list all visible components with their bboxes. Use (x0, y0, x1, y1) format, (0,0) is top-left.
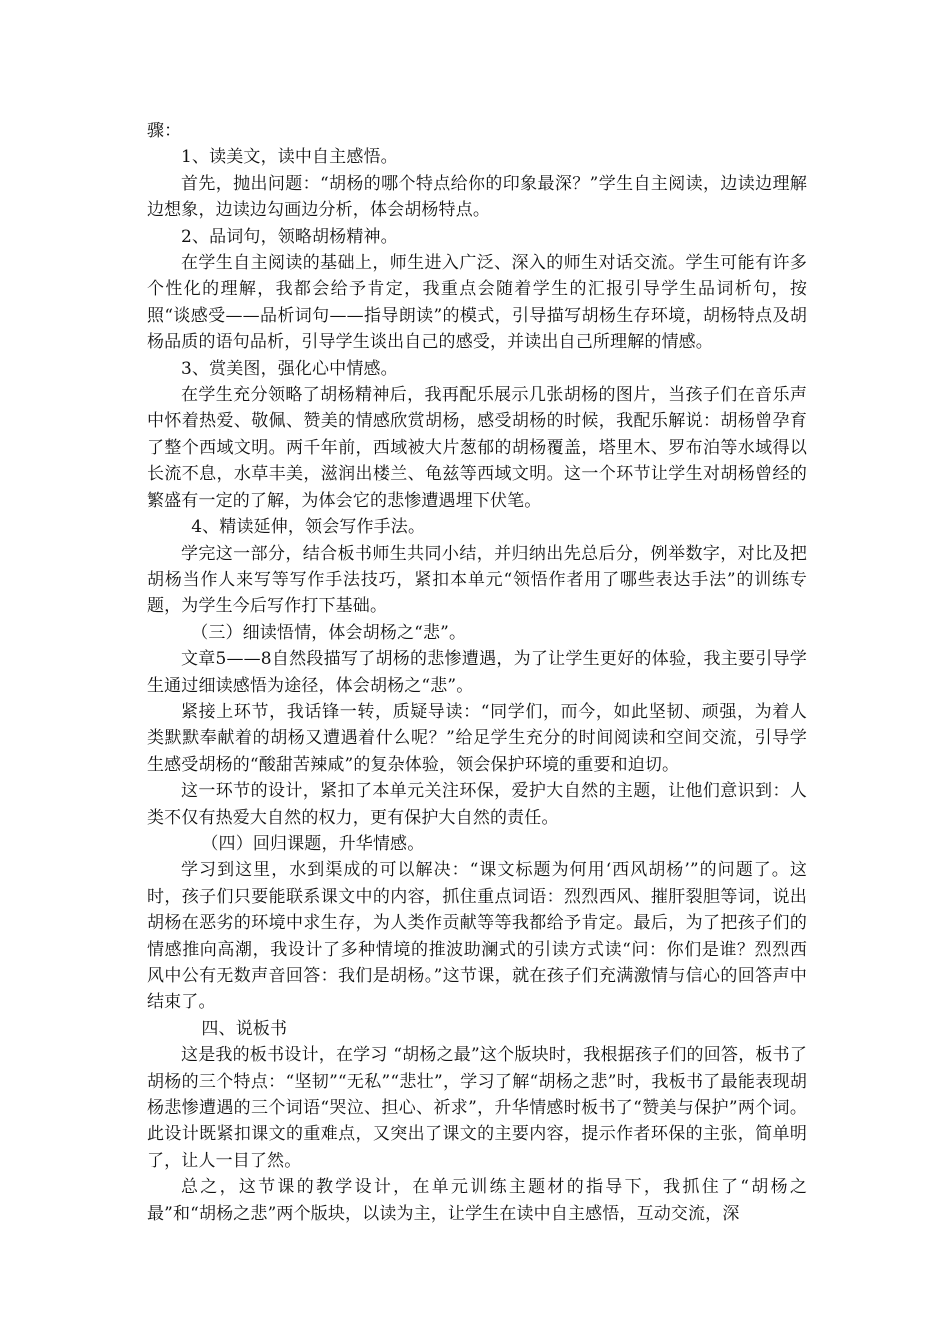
body-paragraph: 文章5——8自然段描写了胡杨的悲惨遭遇，为了让学生更好的体验，我主要引导学生通过细读感悟为途径，体会胡杨之“悲”。 (147, 649, 807, 696)
body-paragraph: 在学生充分领略了胡杨精神后，我再配乐展示几张胡杨的图片，当孩子们在音乐声中怀着热爱、敬佩、赞美的情感欣赏胡杨，感受胡杨的时候，我配乐解说：胡杨曾孕育了整个西域文明。两千年前，西域被大片葱郁的胡杨覆盖，塔里木、罗布泊等水域得以长流不息，水草丰美，滋润出楼兰、龟兹等西域文明。这一个环节让学生对胡杨曾经的繁盛有一定的了解，为体会它的悲惨遭遇埋下伏笔。 (147, 385, 807, 511)
body-paragraph: 学习到这里，水到渠成的可以解决：“课文标题为何用‘西风胡杨’”的问题了。这时，孩子们只要能联系课文中的内容，抓住重点词语：烈烈西风、摧肝裂胆等词，说出胡杨在恶劣的环境中求生存，为人类作贡献等等我都给予肯定。最后，为了把孩子们的情感推向高潮，我设计了多种情境的推波助澜式的引读方式读“问：你们是谁？烈烈西风中公有无数声音回答：我们是胡杨。”这节课，就在孩子们充满激情与信心的回答声中结束了。 (147, 860, 807, 1013)
body-paragraph: 这是我的板书设计，在学习 “胡杨之最”这个版块时，我根据孩子们的回答，板书了胡杨的三个特点：“坚韧”“无私”“悲壮”，学习了解“胡杨之悲”时，我板书了最能表现胡杨悲惨遭遇的三个词语“哭泣、担心、祈求”，升华情感时板书了“赞美与保护”两个词。此设计既紧扣课文的重难点，又突出了课文的主要内容，提示作者环保的主张，简单明了，让人一目了然。 (147, 1045, 807, 1171)
section-heading: 1、读美文，读中自主感悟。 (181, 147, 398, 168)
section-heading: 4、精读延伸，领会写作手法。 (191, 517, 426, 538)
section-heading: 2、品词句，领略胡杨精神。 (181, 226, 398, 247)
body-paragraph: 首先，抛出问题：“胡杨的哪个特点给你的印象最深？”学生自主阅读，边读边理解边想象，边读边勾画边分析，体会胡杨特点。 (147, 173, 807, 221)
body-paragraph: 总之，这节课的教学设计，在单元训练主题材的指导下，我抓住了“胡杨之最”和“胡杨之悲”两个版块，以读为主，让学生在读中自主感悟，互动交流，深 (147, 1177, 807, 1224)
section-heading: （四）回归课题，升华情感。 (201, 833, 425, 854)
body-paragraph: 紧接上环节，我话锋一转，质疑导读：“同学们，而今，如此坚韧、顽强，为着人类默默奉献着的胡杨又遭遇着什么呢？”给足学生充分的时间阅读和空间交流，引导学生感受胡杨的“酸甜苦辣咸”的复杂体验，领会保护环境的重要和迫切。 (147, 701, 807, 775)
body-paragraph: 这一环节的设计，紧扣了本单元关注环保，爱护大自然的主题，让他们意识到：人类不仅有热爱大自然的权力，更有保护大自然的责任。 (147, 781, 807, 828)
body-paragraph: 骤： (147, 121, 182, 141)
document-page (147, 118, 807, 1227)
body-paragraph: 学完这一部分，结合板书师生共同小结，并归纳出先总后分，例举数字，对比及把胡杨当作人来写等写作手法技巧，紧扣本单元“领悟作者用了哪些表达手法”的训练专题，为学生今后写作打下基础。 (147, 543, 807, 617)
section-heading: 3、赏美图，强化心中情感。 (181, 358, 398, 379)
section-heading: 四、说板书 (201, 1018, 288, 1039)
section-heading: （三）细读悟情，体会胡杨之“悲”。 (191, 622, 467, 643)
body-paragraph: 在学生自主阅读的基础上，师生进入广泛、深入的师生对话交流。学生可能有许多个性化的理解，我都会给予肯定，我重点会随着学生的汇报引导学生品词析句，按照“谈感受——品析词句——指导朗读”的模式，引导描写胡杨生存环境，胡杨特点及胡杨品质的语句品析，引导学生谈出自己的感受，并读出自己所理解的情感。 (147, 253, 807, 353)
